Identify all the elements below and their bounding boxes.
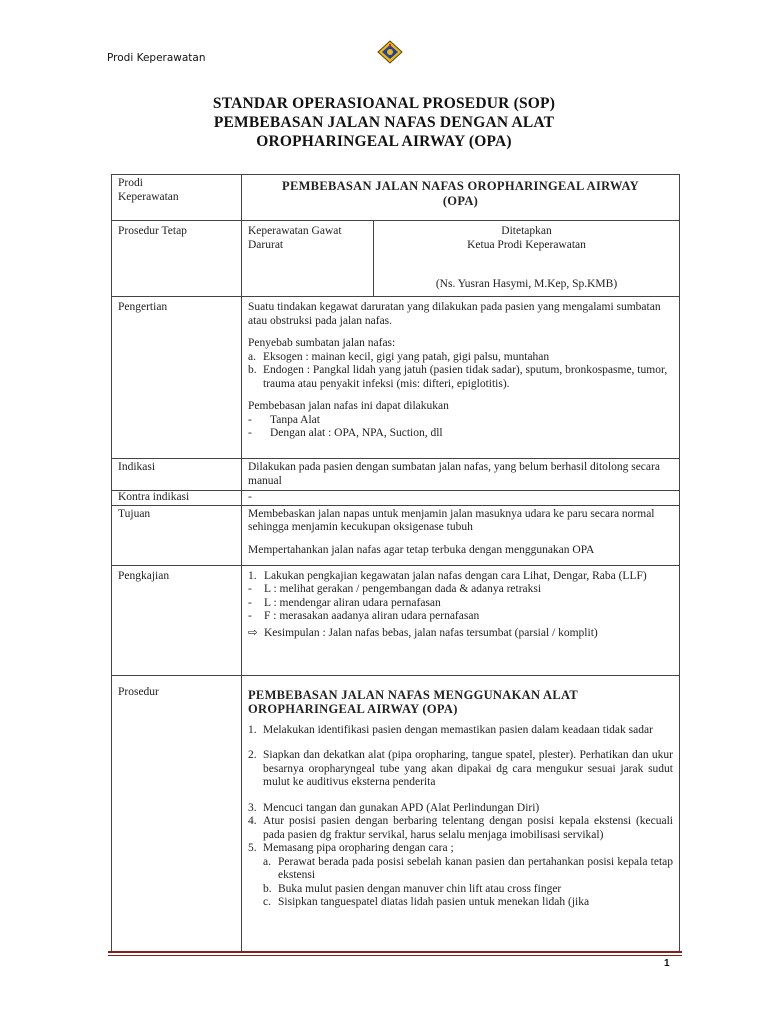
list-item: 5. Memasang pipa oropharing dengan cara ;: [248, 842, 454, 854]
list-item: 2. Siapkan dan dekatkan alat (pipa oropharing, tangue spatel, plester). Perhatikan dan ukur besarnya oropharyngeal tube yang akan dipakai dg cara mengukur sesuai jarak sudut mulut ke auditivus eksterna penderita: [248, 749, 673, 788]
label-pengertian: Pengertian: [112, 297, 242, 459]
title-line-1: STANDAR OPERASIOANAL PROSEDUR (SOP): [212, 95, 556, 112]
prosedur-heading: PEMBEBASAN JALAN NAFAS MENGGUNAKAN ALAT OROPHARINGEAL AIRWAY (OPA): [248, 687, 579, 716]
row-indikasi: [112, 459, 680, 491]
pengkajian-content: [242, 565, 680, 675]
row-kontra-indikasi: [112, 491, 680, 506]
label-pengkajian: Pengkajian: [112, 565, 242, 675]
list-item: 1. Lakukan pengkajian kegawatan jalan nafas dengan cara Lihat, Dengar, Raba (LLF): [248, 569, 647, 582]
row-pengkajian: [112, 565, 680, 675]
prosedur-content: [242, 675, 680, 952]
row-prodi: [112, 175, 680, 221]
list-item: a. Eksogen : mainan kecil, gigi yang patah, gigi palsu, muntahan: [248, 350, 550, 363]
list-item: 3. Mencuci tangan dan gunakan APD (Alat Perlindungan Diri): [248, 801, 540, 814]
approval-cell: Ditetapkan Ketua Prodi Keperawatan (Ns. Yusran Hasymi, M.Kep, Sp.KMB): [374, 221, 680, 297]
title-line-3: OROPHARINGEAL AIRWAY (OPA): [256, 133, 512, 150]
list-item: - Tanpa Alat: [248, 413, 320, 426]
label-indikasi: Indikasi: [112, 459, 242, 491]
page-number: 1: [664, 958, 670, 969]
indikasi-content: Dilakukan pada pasien dengan sumbatan jalan nafas, yang belum berhasil ditolong secara manual: [242, 459, 680, 491]
label-prosedur: Prosedur: [112, 675, 242, 952]
header-institution: Prodi Keperawatan: [107, 52, 206, 64]
list-item: 4. Atur posisi pasien dengan berbaring telentang dengan posisi kepala ekstensi (kecuali pada pasien dg fraktur servikal, harus selalu menjaga imobilisasi servikal): [248, 815, 673, 841]
list-item: a. Perawat berada pada posisi sebelah kanan pasien dan pertahankan posisi kepala tetap ekstensi: [263, 855, 673, 881]
sop-table: [111, 174, 680, 953]
row-prosedur-tetap: [112, 221, 680, 297]
document-title: [0, 94, 768, 151]
pengertian-content: Suatu tindakan kegawat daruratan yang dilakukan pada pasien yang mengalami sumbatan atau obstruksi pada jalan nafas. Penyebab sumbatan jalan nafas: a. Eksogen : mainan kecil, gigi yang patah, gigi palsu, muntahan b. Endogen : Pangkal lidah yang jatuh (pasien tidak sadar), sputum, bronkospasme, tumor, trauma atau penyakit infeksi (mis: difteri, epiglotitis). Pembebasan jalan nafas ini dapat dilakukan - Tanpa Alat - Dengan alat : OPA, NPA, Suction, dll: [242, 297, 680, 459]
label-tujuan: Tujuan: [112, 505, 242, 565]
label-prodi: Prodi Keperawatan: [112, 175, 242, 221]
label-prosedur-tetap: Prosedur Tetap: [112, 221, 242, 297]
list-item: 1. Melakukan identifikasi pasien dengan memastikan pasien dalam keadaan tidak sadar: [248, 723, 653, 736]
row-pengertian: [112, 297, 680, 459]
row-tujuan: [112, 505, 680, 565]
footer-rule-thin: [108, 955, 682, 956]
arrow-right-icon: ⇨: [248, 626, 258, 639]
tujuan-content: Membebaskan jalan napas untuk menjamin jalan masuknya udara ke paru secara normal sehingga menjamin kecukupan oksigenase tubuh Mempertahankan jalan nafas agar tetap terbuka dengan menggunakan OPA: [242, 505, 680, 565]
kontra-indikasi-content: -: [242, 491, 680, 506]
list-item: b. Buka mulut pasien dengan manuver chin lift atau cross finger: [263, 882, 562, 895]
footer-rule: [108, 951, 682, 953]
row-prosedur: [112, 675, 680, 952]
procedure-heading: PEMBEBASAN JALAN NAFAS OROPHARINGEAL AIRWAY (OPA): [242, 175, 680, 221]
list-item: b. Endogen : Pangkal lidah yang jatuh (pasien tidak sadar), sputum, bronkospasme, tumor, trauma atau penyakit infeksi (mis: difteri, epiglotitis).: [248, 364, 668, 390]
department-cell: Keperawatan Gawat Darurat: [242, 221, 374, 297]
list-item: - Dengan alat : OPA, NPA, Suction, dll: [248, 427, 443, 439]
university-emblem-icon: [377, 40, 403, 64]
signatory: (Ns. Yusran Hasymi, M.Kep, Sp.KMB): [435, 278, 618, 290]
label-kontra-indikasi: Kontra indikasi: [112, 491, 242, 506]
list-item: c. Sisipkan tanguespatel diatas lidah pasien untuk menekan lidah (jika: [263, 896, 590, 908]
list-item: - L : mendengar aliran udara pernafasan: [248, 596, 441, 609]
list-item: - F : merasakan aadanya aliran udara pernafasan: [248, 610, 480, 622]
list-item: ⇨ Kesimpulan : Jalan nafas bebas, jalan nafas tersumbat (parsial / komplit): [248, 626, 598, 639]
list-item: - L : melihat gerakan / pengembangan dada & adanya retraksi: [248, 583, 542, 595]
title-line-2: PEMBEBASAN JALAN NAFAS DENGAN ALAT: [213, 114, 555, 131]
